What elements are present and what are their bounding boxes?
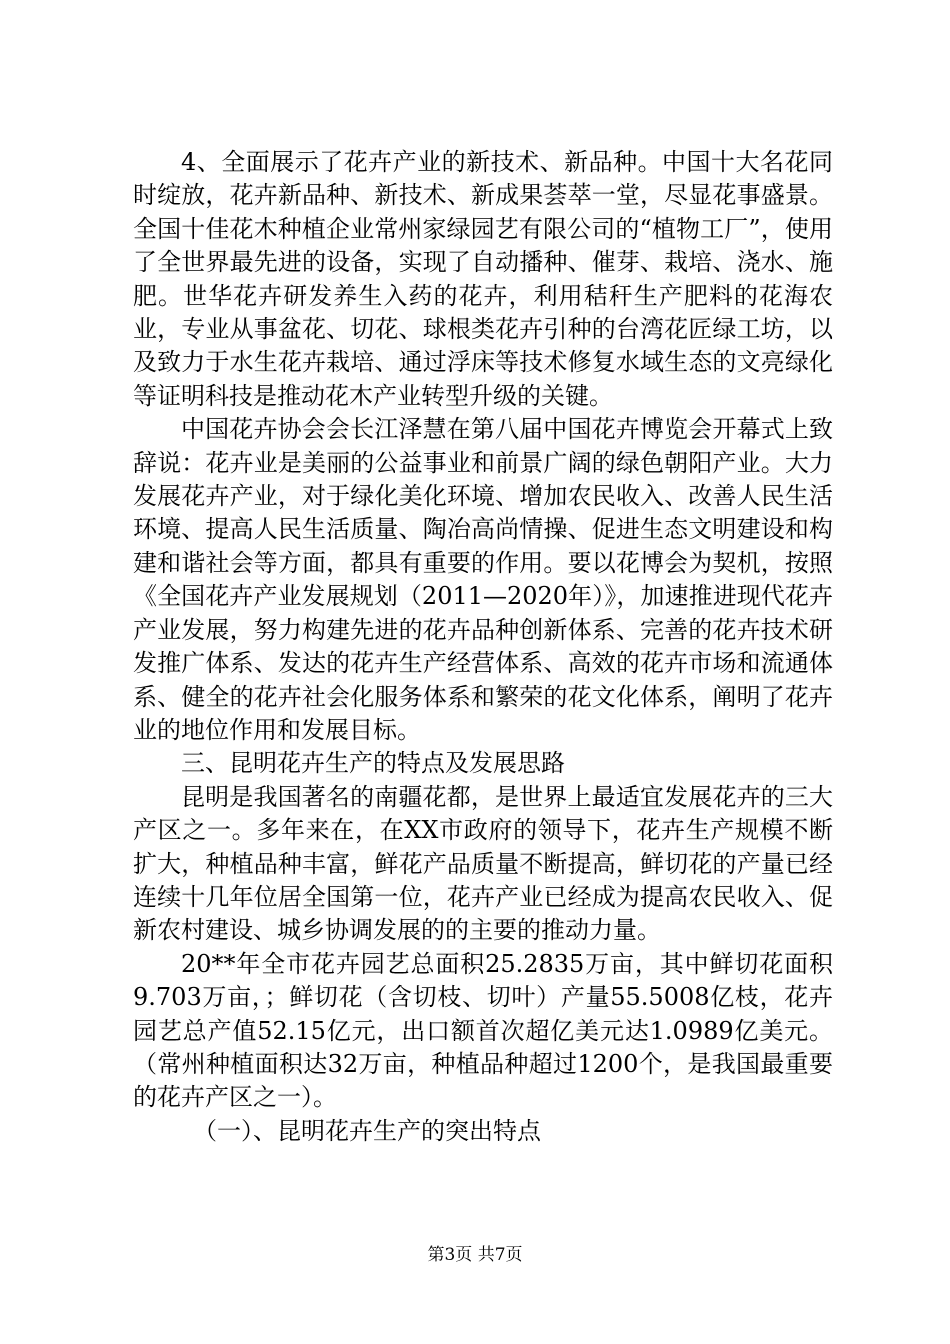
paragraph-kunming-overview: 昆明是我国著名的南疆花都，是世界上最适宜发展花卉的三大产区之一。多年来在，在XX市政府的领导下，花卉生产规模不断扩大，种植品种丰富，鲜花产品质量不断提高，鲜切花的产量已经连续十几年位居全国第一位，花卉产业已经成为提高农民收入、促新农村建设、城乡协调发展的的主要的推动力量。 — [133, 782, 833, 945]
section-heading-kunming-features: 三、昆明花卉生产的特点及发展思路 — [181, 749, 565, 778]
paragraph-new-technology: 4、全面展示了花卉产业的新技术、新品种。中国十大名花同时绽放，花卉新品种、新技术、新成果荟萃一堂，尽显花事盛景。全国十佳花木种植企业常州家绿园艺有限公司的“植物工厂”，使用了全世界最先进的设备，实现了自动播种、催芽、栽培、浇水、施肥。世华花卉研发养生入药的花卉，利用秸秆生产肥料的花海农业，专业从事盆花、切花、球根类花卉引种的台湾花匠绿工坊，以及致力于水生花卉栽培、通过浮床等技术修复水域生态的文亮绿化等证明科技是推动花木产业转型升级的关键。 — [133, 148, 833, 410]
page-footer: 第3页 共7页 — [427, 1245, 523, 1265]
paragraph-statistics: 20**年全市花卉园艺总面积25.2835万亩，其中鲜切花面积9.703万亩，；鲜切花（含切枝、切叶）产量55.5008亿枝，花卉园艺总产值52.15亿元，出口额首次超亿美元达1.0989亿美元。（常州种植面积达32万亩，种植品种超过1200个，是我国最重要的花卉产区之一）。 — [133, 949, 833, 1112]
subsection-heading-prominent-features: （一）、昆明花卉生产的突出特点 — [193, 1116, 541, 1145]
paragraph-association-speech: 中国花卉协会会长江泽慧在第八届中国花卉博览会开幕式上致辞说：花卉业是美丽的公益事业和前景广阔的绿色朝阳产业。大力发展花卉产业，对于绿化美化环境、增加农民收入、改善人民生活环境、提高人民生活质量、陶冶高尚情操、促进生态文明建设和构建和谐社会等方面，都具有重要的作用。要以花博会为契机，按照《全国花卉产业发展规划（2011—2020年）》，加速推进现代花卉产业发展，努力构建先进的花卉品种创新体系、完善的花卉技术研发推广体系、发达的花卉生产经营体系、高效的花卉市场和流通体系、健全的花卉社会化服务体系和繁荣的花文化体系，阐明了花卉业的地位作用和发展目标。 — [133, 415, 833, 744]
document-body — [133, 146, 833, 1148]
